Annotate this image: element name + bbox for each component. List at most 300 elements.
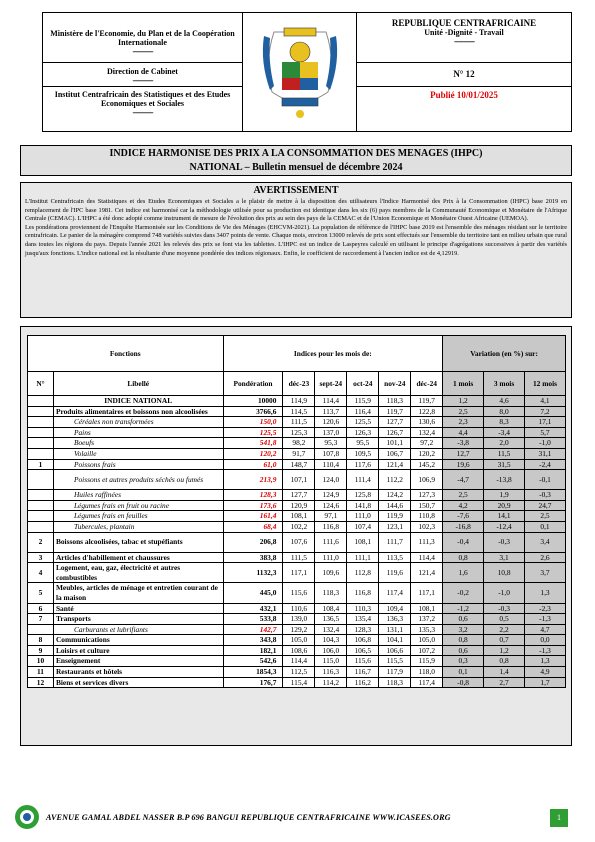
table-row <box>28 552 566 563</box>
row-label: Communications <box>53 635 223 646</box>
row-index: 108,1 <box>411 603 443 614</box>
row-index: 119,6 <box>379 563 411 583</box>
motto-separator: ------------ <box>454 37 474 46</box>
row-number: 8 <box>28 635 54 646</box>
row-index: 126,7 <box>379 427 411 438</box>
row-index: 148,7 <box>283 459 315 470</box>
period-header: 3 mois <box>484 372 525 396</box>
ministry-name: Ministère de l'Economie, du Plan et de la Coopération Internationale <box>50 29 235 47</box>
row-weight: 68,4 <box>223 521 283 532</box>
row-index: 141,8 <box>347 500 379 511</box>
table-row <box>28 490 566 501</box>
row-weight: 533,8 <box>223 614 283 625</box>
row-index: 120,6 <box>315 417 347 428</box>
table-row <box>28 603 566 614</box>
row-index: 113,5 <box>379 552 411 563</box>
row-variation: 5,7 <box>525 427 566 438</box>
price-index-table <box>27 335 566 688</box>
national-index-row <box>28 396 566 407</box>
header-left-column <box>43 13 243 131</box>
national-weight: 10000 <box>223 396 283 407</box>
title-line-1: INDICE HARMONISE DES PRIX A LA CONSOMMATION DES MENAGES (IHPC) <box>109 148 483 159</box>
table-row <box>28 656 566 667</box>
row-index: 109,6 <box>315 563 347 583</box>
row-index: 112,8 <box>347 563 379 583</box>
table-row <box>28 470 566 490</box>
national-variation: 4,1 <box>525 396 566 407</box>
row-index: 101,1 <box>379 438 411 449</box>
warning-box <box>20 182 572 318</box>
row-variation: -4,7 <box>443 470 484 490</box>
publication-date: Publié 10/01/2025 <box>430 90 498 100</box>
institute-separator: ------------ <box>132 108 153 117</box>
row-label: Boissons alcoolisées, tabac et stupéfiants <box>53 532 223 552</box>
row-index: 124,2 <box>379 490 411 501</box>
row-number <box>28 438 54 449</box>
row-index: 116,7 <box>347 667 379 678</box>
month-header: déc-24 <box>411 372 443 396</box>
warning-paragraph-2: Les pondérations proviennent de l'Enquête Harmonisée sur les Conditions de Vie des Ménages (EHCVM-2021). La population de référence de l'IHPC base 2019 est l'ensemble des ménages résidant sur le territoire centrafricain. Le panier de la ménagère comprend 748 variétés suivies dans 3407 points de vente. Chaque mois, environ 13000 relevés de prix sont effectués sur l'ensemble du territoire tant en milieu urbain que rural dans toutes les régions du pays. Depuis l'année 2021 les relevés des prix se font via les tablettes. L'IHPC est un indice de Laspeyres calculé en utilisant le principe d'agrégations successives à partir des variétés jusqu'aux fonctions. L'indice national est la résultante d'une moyenne pondérée des indices régionaux. Enfin, le coefficient de raccordement à l'ancien indice est de 4,12919. <box>25 223 567 257</box>
row-index: 115,9 <box>411 656 443 667</box>
institute-logo-icon <box>14 804 40 830</box>
row-label: Logement, eau, gaz, électricité et autres combustibles <box>53 563 223 583</box>
period-header: 12 mois <box>525 372 566 396</box>
row-index: 136,5 <box>315 614 347 625</box>
row-index: 125,8 <box>347 490 379 501</box>
row-label: Enseignement <box>53 656 223 667</box>
row-number <box>28 406 54 417</box>
row-variation: 1,9 <box>484 490 525 501</box>
institute-cell <box>43 87 242 131</box>
table-row <box>28 521 566 532</box>
functions-header: Fonctions <box>28 336 224 372</box>
row-variation: 8,3 <box>484 417 525 428</box>
row-variation: -1,3 <box>525 614 566 625</box>
row-index: 114,5 <box>283 406 315 417</box>
table-row <box>28 677 566 688</box>
warning-heading: AVERTISSEMENT <box>253 185 339 196</box>
row-variation: 0,3 <box>443 656 484 667</box>
row-variation: -2,3 <box>525 603 566 614</box>
row-variation: -0,1 <box>525 470 566 490</box>
row-variation: 12,7 <box>443 448 484 459</box>
row-variation: 19,6 <box>443 459 484 470</box>
row-label: Restaurants et hôtels <box>53 667 223 678</box>
row-variation: 0,6 <box>443 645 484 656</box>
row-index: 106,8 <box>347 635 379 646</box>
row-index: 110,3 <box>347 603 379 614</box>
coat-of-arms-icon <box>260 22 340 122</box>
row-index: 114,2 <box>315 677 347 688</box>
table-row <box>28 406 566 417</box>
row-variation: 1,6 <box>443 563 484 583</box>
row-index: 104,3 <box>315 635 347 646</box>
row-index: 113,7 <box>315 406 347 417</box>
row-label: Pains <box>53 427 223 438</box>
row-weight: 432,1 <box>223 603 283 614</box>
weight-header: Pondération <box>223 372 283 396</box>
row-index: 124,9 <box>315 490 347 501</box>
row-variation: 0,8 <box>443 635 484 646</box>
row-variation: 0,1 <box>443 667 484 678</box>
row-variation: -16,8 <box>443 521 484 532</box>
row-number <box>28 500 54 511</box>
direction-cell <box>43 63 242 87</box>
row-weight: 150,0 <box>223 417 283 428</box>
month-header: déc-23 <box>283 372 315 396</box>
variation-header: Variation (en %) sur: <box>443 336 566 372</box>
row-variation: -0,3 <box>525 490 566 501</box>
ministry-cell <box>43 13 242 63</box>
row-number <box>28 624 54 635</box>
row-index: 118,3 <box>379 677 411 688</box>
row-index: 102,3 <box>411 521 443 532</box>
row-index: 110,4 <box>315 459 347 470</box>
page-number: 1 <box>550 809 568 827</box>
row-variation: 3,2 <box>443 624 484 635</box>
row-index: 123,1 <box>379 521 411 532</box>
row-index: 110,6 <box>283 603 315 614</box>
row-variation: 31,5 <box>484 459 525 470</box>
row-variation: 31,1 <box>525 448 566 459</box>
row-index: 117,4 <box>379 583 411 603</box>
footer-address: AVENUE GAMAL ABDEL NASSER B.P 696 BANGUI REPUBLIQUE CENTRAFRICAINE WWW.ICASEES.ORG <box>46 812 451 822</box>
number-header: N° <box>28 372 54 396</box>
row-index: 116,2 <box>347 677 379 688</box>
row-index: 119,7 <box>379 406 411 417</box>
month-header: sept-24 <box>315 372 347 396</box>
national-index: 114,9 <box>283 396 315 407</box>
row-number: 3 <box>28 552 54 563</box>
page-footer <box>14 803 574 831</box>
row-variation: -1,3 <box>525 645 566 656</box>
row-variation: -1,0 <box>525 438 566 449</box>
row-variation: -2,4 <box>525 459 566 470</box>
row-index: 115,0 <box>315 656 347 667</box>
row-weight: 383,8 <box>223 552 283 563</box>
table-row <box>28 500 566 511</box>
row-number: 2 <box>28 532 54 552</box>
row-variation: 11,5 <box>484 448 525 459</box>
row-index: 106,6 <box>379 645 411 656</box>
row-weight: 3766,6 <box>223 406 283 417</box>
row-index: 104,1 <box>379 635 411 646</box>
row-label: Tubercules, plantain <box>53 521 223 532</box>
row-index: 130,6 <box>411 417 443 428</box>
row-index: 139,0 <box>283 614 315 625</box>
row-label: Poissons et autres produits séchés ou fumés <box>53 470 223 490</box>
row-variation: 0,0 <box>525 635 566 646</box>
table-row <box>28 667 566 678</box>
row-index: 121,4 <box>411 563 443 583</box>
row-weight: 541,8 <box>223 438 283 449</box>
row-variation: -7,6 <box>443 511 484 522</box>
row-index: 106,0 <box>315 645 347 656</box>
table-row <box>28 532 566 552</box>
row-index: 98,2 <box>283 438 315 449</box>
row-index: 97,1 <box>315 511 347 522</box>
row-variation: -1,2 <box>443 603 484 614</box>
row-weight: 1854,3 <box>223 667 283 678</box>
republic-cell <box>357 13 571 63</box>
national-motto: Unité -Dignité - Travail <box>424 28 504 37</box>
row-index: 116,4 <box>347 406 379 417</box>
institute-name: Institut Centrafricain des Statistiques et des Etudes Economiques et Sociales <box>54 90 231 108</box>
row-label: Santé <box>53 603 223 614</box>
month-header: nov-24 <box>379 372 411 396</box>
row-index: 115,5 <box>379 656 411 667</box>
row-index: 97,2 <box>411 438 443 449</box>
row-index: 120,9 <box>283 500 315 511</box>
row-weight: 343,8 <box>223 635 283 646</box>
row-index: 135,4 <box>347 614 379 625</box>
row-label: Loisirs et culture <box>53 645 223 656</box>
row-variation: 4,7 <box>525 624 566 635</box>
row-index: 111,3 <box>411 532 443 552</box>
direction-name: Direction de Cabinet <box>107 67 178 76</box>
header-right-column <box>357 13 571 131</box>
table-row <box>28 563 566 583</box>
row-variation: 0,7 <box>484 635 525 646</box>
row-index: 108,4 <box>315 603 347 614</box>
table-row <box>28 427 566 438</box>
national-variation: 4,6 <box>484 396 525 407</box>
row-index: 115,4 <box>283 677 315 688</box>
republic-name: REPUBLIQUE CENTRAFRICAINE <box>391 18 537 28</box>
table-row <box>28 624 566 635</box>
row-index: 137,0 <box>315 427 347 438</box>
month-header: oct-24 <box>347 372 379 396</box>
row-index: 107,6 <box>283 532 315 552</box>
table-row <box>28 438 566 449</box>
row-index: 112,2 <box>379 470 411 490</box>
row-weight: 176,7 <box>223 677 283 688</box>
row-variation: 2,6 <box>525 552 566 563</box>
row-variation: -0,2 <box>443 583 484 603</box>
row-number <box>28 521 54 532</box>
row-variation: 1,4 <box>484 667 525 678</box>
table-row <box>28 448 566 459</box>
national-variation: 1,2 <box>443 396 484 407</box>
title-line-2: NATIONAL – Bulletin mensuel de décembre 2024 <box>189 162 403 173</box>
row-index: 125,3 <box>283 427 315 438</box>
row-variation: 2,2 <box>484 624 525 635</box>
row-index: 107,8 <box>315 448 347 459</box>
row-index: 132,4 <box>411 427 443 438</box>
row-index: 150,7 <box>411 500 443 511</box>
table-row <box>28 459 566 470</box>
row-index: 111,5 <box>283 552 315 563</box>
row-index: 115,6 <box>283 583 315 603</box>
row-variation: 14,1 <box>484 511 525 522</box>
row-index: 120,2 <box>411 448 443 459</box>
row-variation: 2,3 <box>443 417 484 428</box>
row-variation: 2,5 <box>525 511 566 522</box>
row-variation: -3,8 <box>443 438 484 449</box>
row-index: 114,4 <box>283 656 315 667</box>
row-index: 117,4 <box>411 677 443 688</box>
row-index: 127,3 <box>411 490 443 501</box>
row-index: 124,6 <box>315 500 347 511</box>
row-variation: 0,1 <box>525 521 566 532</box>
row-variation: 4,9 <box>525 667 566 678</box>
table-row <box>28 645 566 656</box>
warning-paragraph-1: L'Institut Centrafricain des Statistiques et des Etudes Economiques et Sociales a le plaisir de mettre à la disposition des utilisateurs l'Indice Harmonisé des Prix à la Consommation (IHPC) base 2019 en remplacement de l'IPC base 1981. Cet indice est harmonisé car la méthodologie utilisée pour sa production est identique dans les six (6) pays membres de la Communauté Economique et Monétaire de l'Afrique Centrale (CEMAC). L'IHPC a été donc adopté comme instrument de mesure de l'évolution des prix au sein des pays de la CEMAC et de l'Union Economique et Monétaire Ouest Africaine (UEMOA). <box>25 198 567 223</box>
national-index: 114,4 <box>315 396 347 407</box>
row-number <box>28 470 54 490</box>
row-weight: 182,1 <box>223 645 283 656</box>
row-variation: 3,1 <box>484 552 525 563</box>
row-index: 144,6 <box>379 500 411 511</box>
row-variation: 3,4 <box>525 532 566 552</box>
document-header <box>42 12 572 132</box>
row-variation: 0,5 <box>484 614 525 625</box>
row-index: 112,5 <box>283 667 315 678</box>
row-index: 109,4 <box>379 603 411 614</box>
row-index: 111,6 <box>315 532 347 552</box>
row-weight: 173,6 <box>223 500 283 511</box>
row-label: Transports <box>53 614 223 625</box>
row-index: 118,3 <box>315 583 347 603</box>
row-number: 4 <box>28 563 54 583</box>
row-number: 7 <box>28 614 54 625</box>
row-variation: -0,4 <box>443 532 484 552</box>
row-index: 111,7 <box>379 532 411 552</box>
row-index: 107,1 <box>283 470 315 490</box>
row-label: Légumes frais en fruit ou racine <box>53 500 223 511</box>
row-index: 118,0 <box>411 667 443 678</box>
row-weight: 128,3 <box>223 490 283 501</box>
row-variation: 2,5 <box>443 490 484 501</box>
row-index: 135,3 <box>411 624 443 635</box>
row-index: 116,3 <box>315 667 347 678</box>
row-index: 117,1 <box>283 563 315 583</box>
row-label: Légumes frais en feuilles <box>53 511 223 522</box>
row-index: 116,8 <box>315 521 347 532</box>
row-label: Céréales non transformées <box>53 417 223 428</box>
row-index: 108,1 <box>347 532 379 552</box>
row-index: 145,2 <box>411 459 443 470</box>
row-variation: -13,8 <box>484 470 525 490</box>
row-index: 107,2 <box>411 645 443 656</box>
index-table-frame <box>20 326 572 746</box>
row-index: 105,0 <box>411 635 443 646</box>
row-number: 9 <box>28 645 54 656</box>
row-index: 107,4 <box>347 521 379 532</box>
row-weight: 206,8 <box>223 532 283 552</box>
row-index: 102,2 <box>283 521 315 532</box>
row-weight: 445,0 <box>223 583 283 603</box>
row-variation: -0,3 <box>484 603 525 614</box>
row-index: 111,4 <box>347 470 379 490</box>
row-index: 121,4 <box>379 459 411 470</box>
row-index: 137,2 <box>411 614 443 625</box>
row-index: 106,9 <box>411 470 443 490</box>
row-weight: 542,6 <box>223 656 283 667</box>
row-variation: 8,0 <box>484 406 525 417</box>
row-label: Huiles raffinées <box>53 490 223 501</box>
row-weight: 61,0 <box>223 459 283 470</box>
row-index: 109,5 <box>347 448 379 459</box>
row-label: Meubles, articles de ménage et entretien courant de la maison <box>53 583 223 603</box>
row-number: 1 <box>28 459 54 470</box>
row-variation: 1,7 <box>525 677 566 688</box>
row-number: 5 <box>28 583 54 603</box>
row-weight: 142,7 <box>223 624 283 635</box>
row-label: Poissons frais <box>53 459 223 470</box>
row-index: 129,2 <box>283 624 315 635</box>
direction-separator: ------------ <box>132 76 153 85</box>
row-number <box>28 511 54 522</box>
row-index: 127,7 <box>283 490 315 501</box>
row-label: Boeufs <box>53 438 223 449</box>
row-variation: 1,3 <box>525 583 566 603</box>
national-index: 115,9 <box>347 396 379 407</box>
period-header: 1 mois <box>443 372 484 396</box>
row-weight: 125,5 <box>223 427 283 438</box>
row-index: 128,3 <box>347 624 379 635</box>
row-number: 10 <box>28 656 54 667</box>
row-index: 111,0 <box>315 552 347 563</box>
row-variation: 1,3 <box>525 656 566 667</box>
row-number <box>28 490 54 501</box>
national-index: 118,3 <box>379 396 411 407</box>
row-number <box>28 417 54 428</box>
table-row <box>28 583 566 603</box>
row-index: 116,8 <box>347 583 379 603</box>
row-index: 106,5 <box>347 645 379 656</box>
row-variation: -0,3 <box>484 532 525 552</box>
row-variation: 10,8 <box>484 563 525 583</box>
row-label: Produits alimentaires et boissons non alcoolisées <box>53 406 223 417</box>
row-variation: 17,1 <box>525 417 566 428</box>
row-index: 115,6 <box>347 656 379 667</box>
row-index: 111,0 <box>347 511 379 522</box>
table-row <box>28 614 566 625</box>
row-number: 11 <box>28 667 54 678</box>
row-index: 132,4 <box>315 624 347 635</box>
row-index: 111,1 <box>347 552 379 563</box>
row-weight: 161,4 <box>223 511 283 522</box>
ministry-separator: ------------ <box>132 47 153 56</box>
row-variation: -12,4 <box>484 521 525 532</box>
row-variation: 4,2 <box>443 500 484 511</box>
table-row <box>28 417 566 428</box>
row-number: 12 <box>28 677 54 688</box>
row-index: 106,7 <box>379 448 411 459</box>
row-variation: 2,5 <box>443 406 484 417</box>
row-number: 6 <box>28 603 54 614</box>
row-index: 131,1 <box>379 624 411 635</box>
row-variation: -0,8 <box>443 677 484 688</box>
row-index: 122,8 <box>411 406 443 417</box>
row-weight: 1132,3 <box>223 563 283 583</box>
row-variation: 2,7 <box>484 677 525 688</box>
row-index: 114,4 <box>411 552 443 563</box>
row-label: Carburants et lubrifiants <box>53 624 223 635</box>
row-variation: 4,4 <box>443 427 484 438</box>
row-variation: 2,0 <box>484 438 525 449</box>
row-index: 111,5 <box>283 417 315 428</box>
row-index: 108,1 <box>283 511 315 522</box>
row-index: 117,9 <box>379 667 411 678</box>
national-index: 119,7 <box>411 396 443 407</box>
table-row <box>28 635 566 646</box>
row-index: 117,1 <box>411 583 443 603</box>
row-label: Biens et services divers <box>53 677 223 688</box>
table-row <box>28 511 566 522</box>
row-variation: 0,8 <box>484 656 525 667</box>
